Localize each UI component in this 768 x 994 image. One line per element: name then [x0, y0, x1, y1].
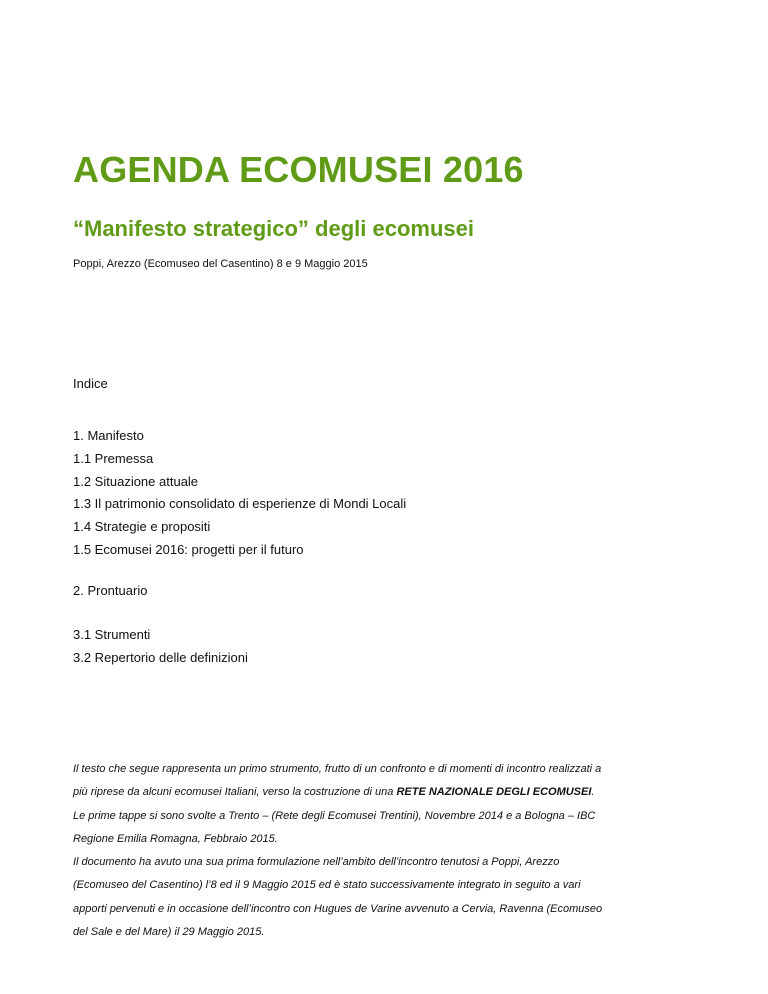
toc-item: 3.2 Repertorio delle definizioni — [73, 649, 248, 665]
intro-line: apporti pervenuti e in occasione dell’incontro con Hugues de Varine avvenuto a Cervia, Ravenna (Ecomuseo — [73, 902, 603, 915]
intro-line — [73, 781, 713, 804]
table-of-contents-section-1 — [73, 425, 406, 562]
intro-line: Il documento ha avuto una sua prima formulazione nell’ambito dell’incontro tenutosi a Poppi, Arezzo — [73, 856, 560, 869]
intro-text: . — [591, 786, 595, 799]
intro-text: più riprese da alcuni ecomusei Italiani, verso la costruzione di una — [73, 786, 397, 799]
index-heading: Indice — [73, 376, 108, 391]
document-subtitle: “Manifesto strategico” degli ecomusei — [73, 216, 474, 241]
toc-item: 1.3 Il patrimonio consolidato di esperienze di Mondi Locali — [73, 496, 407, 512]
table-of-contents-section-3 — [73, 624, 248, 670]
intro-line: Regione Emilia Romagna, Febbraio 2015. — [73, 832, 278, 845]
toc-item: 1.5 Ecomusei 2016: progetti per il futuro — [73, 541, 304, 557]
intro-line: Le prime tappe si sono svolte a Trento – (Rete degli Ecomusei Trentini), Novembre 2014 e a Bologna – IBC — [73, 809, 596, 822]
toc-item: 2. Prontuario — [73, 583, 148, 598]
toc-item: 1.4 Strategie e propositi — [73, 519, 211, 535]
toc-item: 1.1 Premessa — [73, 450, 154, 466]
intro-line: Il testo che segue rappresenta un primo strumento, frutto di un confronto e di momenti di incontro realizzati a — [73, 763, 602, 775]
intro-paragraph — [73, 758, 713, 944]
toc-item: 1. Manifesto — [73, 428, 144, 443]
network-name-emphasis: RETE NAZIONALE DEGLI ECOMUSEI — [396, 786, 592, 799]
document-meta: Poppi, Arezzo (Ecomuseo del Casentino) 8 e 9 Maggio 2015 — [73, 258, 368, 270]
table-of-contents-section-2 — [73, 580, 147, 603]
toc-item: 1.2 Situazione attuale — [73, 473, 199, 489]
intro-line: del Sale e del Mare) il 29 Maggio 2015. — [73, 926, 265, 939]
intro-line: (Ecomuseo del Casentino) l’8 ed il 9 Maggio 2015 ed è stato successivamente integrato in seguito a vari — [73, 879, 581, 892]
document-title: AGENDA ECOMUSEI 2016 — [73, 149, 524, 190]
toc-item: 3.1 Strumenti — [73, 627, 151, 642]
